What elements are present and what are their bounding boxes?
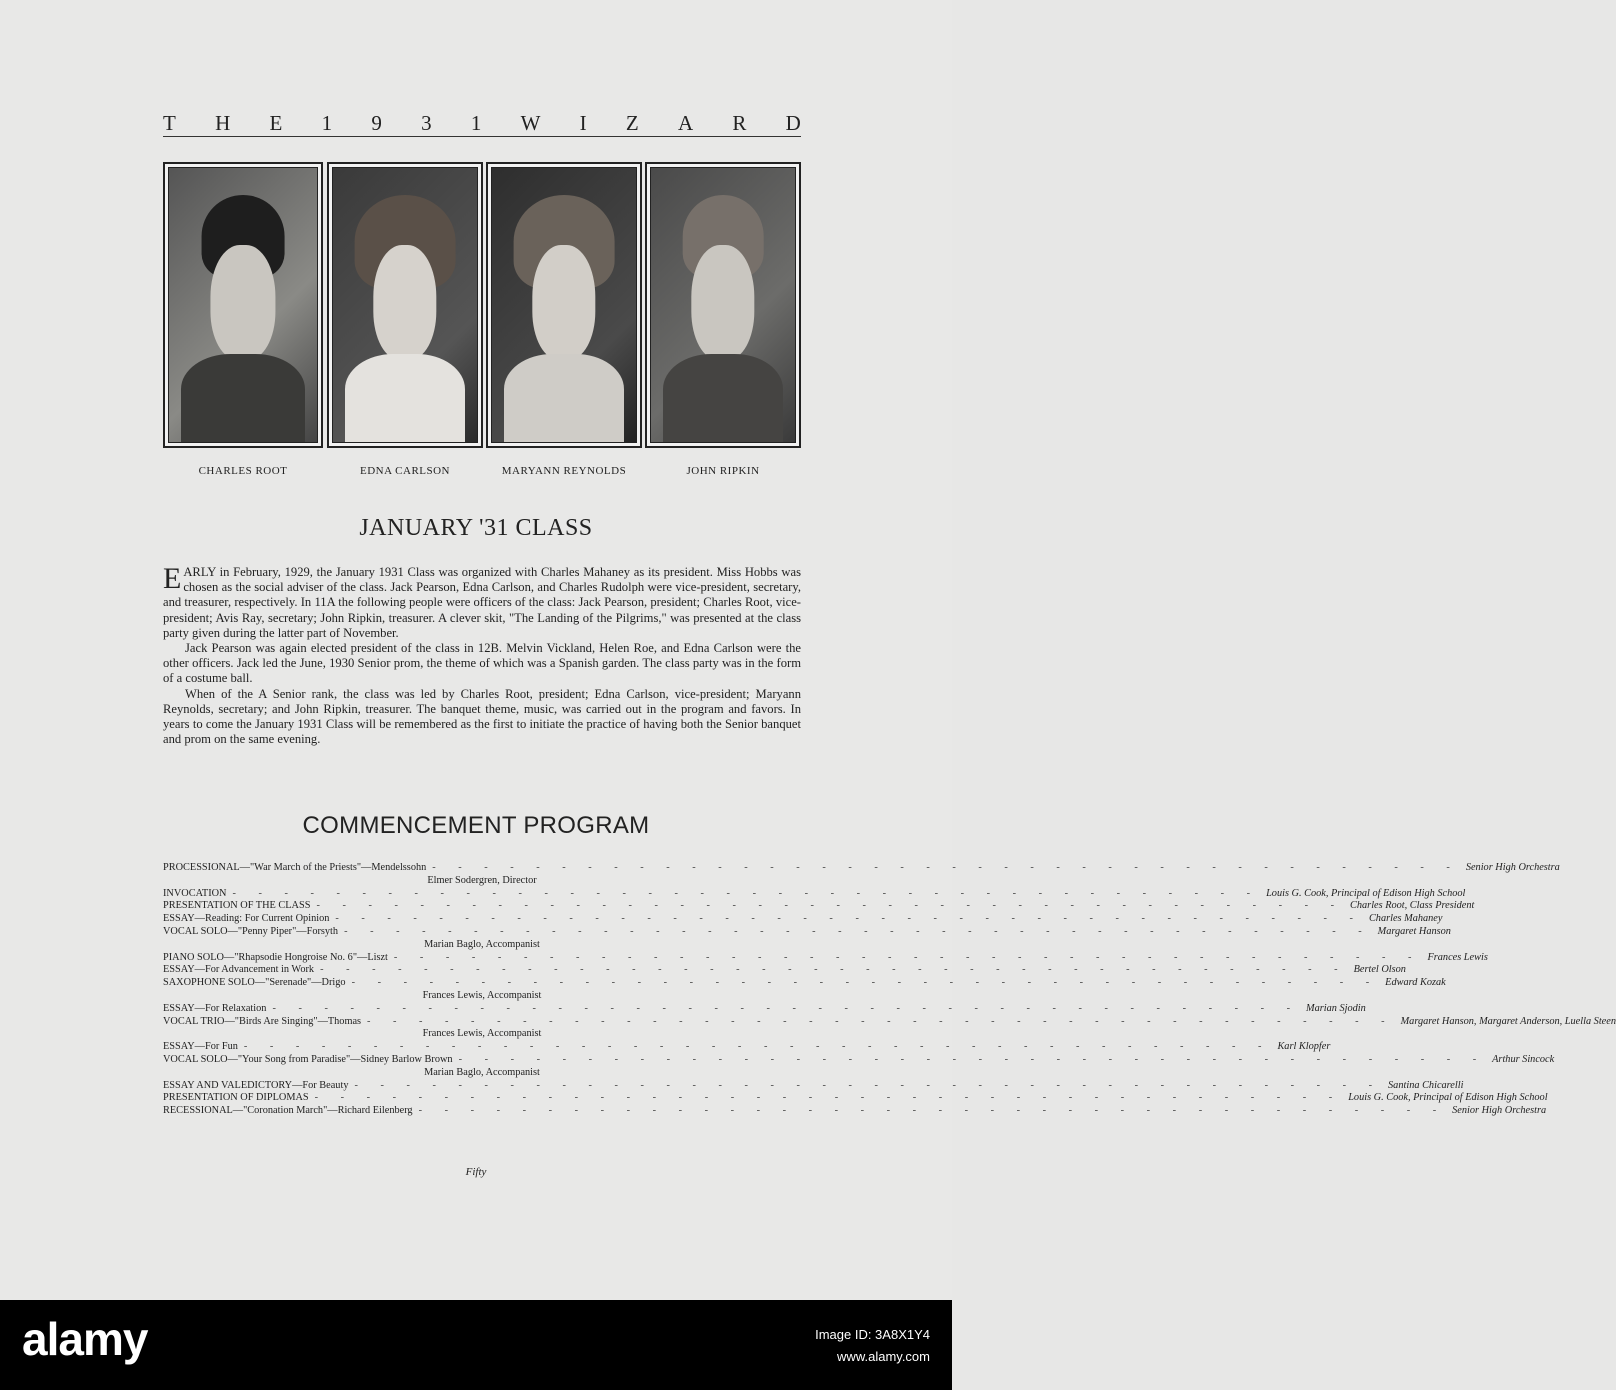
leader-dots: - - - - - - - - - - - - - - - - - - - - - - - - - - - - - - - - - - - - - - - -: [344, 925, 1372, 937]
header-letter: E: [269, 111, 283, 135]
leader-dots: - - - - - - - - - - - - - - - - - - - - - - - - - - - - - - - - - - - - - - - -: [351, 977, 1380, 989]
portrait-edna-carlson: [327, 162, 483, 448]
program-item-title: ESSAY—For Fun: [163, 1041, 238, 1053]
program-accompanist: Frances Lewis, Accompanist: [422, 989, 542, 1001]
leader-dots: - - - - - - - - - - - - - - - - - - - - - - - - - - - - - - - - - - - - - - - -: [458, 1053, 1487, 1065]
program-performer: Arthur Sincock: [1492, 1053, 1555, 1065]
program-item-title: ESSAY—For Relaxation: [163, 1002, 267, 1014]
program-list: [163, 862, 1616, 1118]
program-item-title: VOCAL SOLO—"Your Song from Paradise"—Sidney Barlow Brown: [163, 1053, 453, 1065]
program-item: [163, 925, 1451, 939]
header-letter: R: [732, 111, 747, 135]
header-letter: W: [520, 111, 541, 135]
caption: JOHN RIPKIN: [686, 465, 760, 477]
program-item-title: RECESSIONAL—"Coronation March"—Richard Eilenberg: [163, 1105, 413, 1117]
header-letter: Z: [625, 111, 639, 135]
drop-cap: E: [163, 562, 182, 595]
program-accompanist: Marian Baglo, Accompanist: [424, 1066, 540, 1078]
leader-dots: - - - - - - - - - - - - - - - - - - - - - - - - - - - - - - - - - - - - - - - -: [367, 1015, 1395, 1027]
program-item-title: VOCAL TRIO—"Birds Are Singing"—Thomas: [163, 1015, 362, 1027]
caption: CHARLES ROOT: [198, 465, 288, 477]
leader-dots: - - - - - - - - - - - - - - - - - - - - - - - - - - - - - - - - - - - - - - - -: [354, 1079, 1383, 1091]
header-letter: T: [163, 111, 176, 135]
program-item-title: ESSAY AND VALEDICTORY—For Beauty: [163, 1079, 349, 1091]
program-performer: Bertel Olson: [1353, 964, 1406, 976]
program-item: [163, 1079, 1464, 1093]
program-item-title: PIANO SOLO—"Rhapsodie Hongroise No. 6"—Liszt: [163, 951, 388, 963]
portrait-charles-root: [163, 162, 323, 448]
paragraph: When of the A Senior rank, the class was led by Charles Root, president; Edna Carlson, vice-president; Maryann Reynolds, secretary; and John Ripkin, treasurer. The banquet theme, music, was carried out in the program and favors. In years to come the January 1931 Class will be remembered as the first to initiate the practice of having both the Senior banquet and prom on the same evening.: [163, 686, 801, 747]
class-title: JANUARY '31 CLASS: [359, 515, 593, 541]
program-performer: Charles Root, Class President: [1350, 900, 1475, 912]
class-history: [163, 562, 801, 747]
program-performer: Senior High Orchestra: [1452, 1105, 1547, 1117]
paragraph: ARLY in February, 1929, the January 1931 Class was organized with Charles Mahaney as its president. Miss Hobbs was chosen as the social adviser of the class. Jack Pearson, Edna Carlson, and Charles Rudolph were vice-president, secretary, and treasurer, respectively. In 11A the following people were officers of the class: Jack Pearson, president; Charles Root, vice-president; Avis Ray, secretary; John Ripkin, treasurer. A clever skit, "The Landing of the Pilgrims," was presented at the class party given during the latter part of November.: [163, 565, 801, 640]
portrait-maryann-reynolds: [486, 162, 642, 448]
header-letter: I: [579, 111, 587, 135]
program-performer: Karl Klopfer: [1277, 1041, 1331, 1053]
program-item-title: ESSAY—Reading: For Current Opinion: [163, 913, 330, 925]
page-number: Fifty: [465, 1166, 487, 1178]
program-item-title: PRESENTATION OF THE CLASS: [163, 900, 311, 912]
leader-dots: - - - - - - - - - - - - - - - - - - - - - - - - - - - - - - - - - - - - - - - -: [314, 1092, 1343, 1104]
program-title: COMMENCEMENT PROGRAM: [302, 812, 650, 839]
leader-dots: - - - - - - - - - - - - - - - - - - - - - - - - - - - - - - - - - - - - - - - -: [232, 887, 1261, 899]
program-item: [163, 887, 1466, 901]
header-letter: H: [215, 111, 231, 135]
running-header: [163, 112, 801, 137]
leader-dots: - - - - - - - - - - - - - - - - - - - - - - - - - - - - - - - - - - - - - - - -: [272, 1002, 1301, 1014]
leader-dots: - - - - - - - - - - - - - - - - - - - - - - - - - - - - - - - - - - - - - - - -: [393, 951, 1422, 963]
program-item: [163, 900, 1475, 913]
leader-dots: - - - - - - - - - - - - - - - - - - - - - - - - - - - - - - - - - - - - - - - -: [243, 1041, 1272, 1053]
program-accompanist: Marian Baglo, Accompanist: [424, 938, 540, 950]
header-letter: D: [785, 111, 801, 135]
caption: MARYANN REYNOLDS: [501, 465, 627, 477]
program-item-title: ESSAY—For Advancement in Work: [163, 964, 315, 976]
program-performer: Louis G. Cook, Principal of Edison High School: [1266, 887, 1466, 899]
program-item-title: PROCESSIONAL—"War March of the Priests"—Mendelssohn: [163, 862, 427, 873]
leader-dots: - - - - - - - - - - - - - - - - - - - - - - - - - - - - - - - - - - - - - - - -: [432, 862, 1460, 873]
program-performer: Edward Kozak: [1385, 977, 1446, 989]
program-performer: Marian Sjodin: [1306, 1002, 1366, 1014]
alamy-logo: alamy: [22, 1313, 148, 1365]
program-performer: Santina Chicarelli: [1388, 1079, 1464, 1091]
program-item: [163, 1105, 1547, 1118]
leader-dots: - - - - - - - - - - - - - - - - - - - - - - - - - - - - - - - - - - - - - - - -: [418, 1105, 1447, 1117]
watermark-bar: [0, 1300, 952, 1390]
program-item: [163, 862, 1560, 875]
program-performer: Charles Mahaney: [1368, 913, 1443, 925]
program-item: [163, 964, 1406, 977]
program-item-title: PRESENTATION OF DIPLOMAS: [163, 1092, 309, 1104]
portrait-john-ripkin: [645, 162, 801, 448]
leader-dots: - - - - - - - - - - - - - - - - - - - - - - - - - - - - - - - - - - - - - - - -: [320, 964, 1348, 976]
program-item: [163, 1092, 1548, 1105]
program-item: [163, 913, 1443, 926]
program-performer: Frances Lewis: [1427, 951, 1488, 963]
caption: EDNA CARLSON: [359, 465, 451, 477]
program-performer: Louis G. Cook, Principal of Edison High School: [1348, 1092, 1548, 1104]
site-url: www.alamy.com: [837, 1349, 930, 1364]
program-accompanist: Frances Lewis, Accompanist: [422, 1028, 542, 1040]
header-letter: A: [677, 111, 694, 135]
portrait-row: [163, 162, 801, 448]
program-performer: Senior High Orchestra: [1465, 862, 1560, 873]
program-performer: Margaret Hanson: [1377, 925, 1451, 937]
program-item: [163, 1015, 1616, 1029]
program-item: [163, 1041, 1331, 1054]
paragraph: Jack Pearson was again elected president of the class in 12B. Melvin Vickland, Helen Roe, and Edna Carlson were the other officers. Jack led the June, 1930 Senior prom, the theme of which was a Spanish garden. The class party was in the form of a costume ball.: [163, 641, 801, 686]
header-letter: 1: [321, 111, 333, 135]
leader-dots: - - - - - - - - - - - - - - - - - - - - - - - - - - - - - - - - - - - - - - - -: [316, 900, 1345, 912]
program-item: [163, 951, 1488, 965]
program-item: [163, 977, 1446, 990]
program-item-title: VOCAL SOLO—"Penny Piper"—Forsyth: [163, 925, 339, 937]
image-id: Image ID: 3A8X1Y4: [815, 1327, 930, 1342]
header-letter: 9: [371, 111, 382, 135]
program-item-title: SAXOPHONE SOLO—"Serenade"—Drigo: [163, 977, 346, 989]
program-item-title: INVOCATION: [163, 887, 227, 899]
program-accompanist: Elmer Sodergren, Director: [427, 874, 537, 886]
program-item: [163, 1002, 1366, 1016]
program-item: [163, 1053, 1555, 1067]
header-letter: 1: [470, 111, 482, 135]
leader-dots: - - - - - - - - - - - - - - - - - - - - - - - - - - - - - - - - - - - - - - - -: [335, 913, 1363, 925]
header-letter: 3: [421, 111, 432, 135]
program-performer: Margaret Hanson, Margaret Anderson, Luella Steen: [1400, 1015, 1616, 1027]
